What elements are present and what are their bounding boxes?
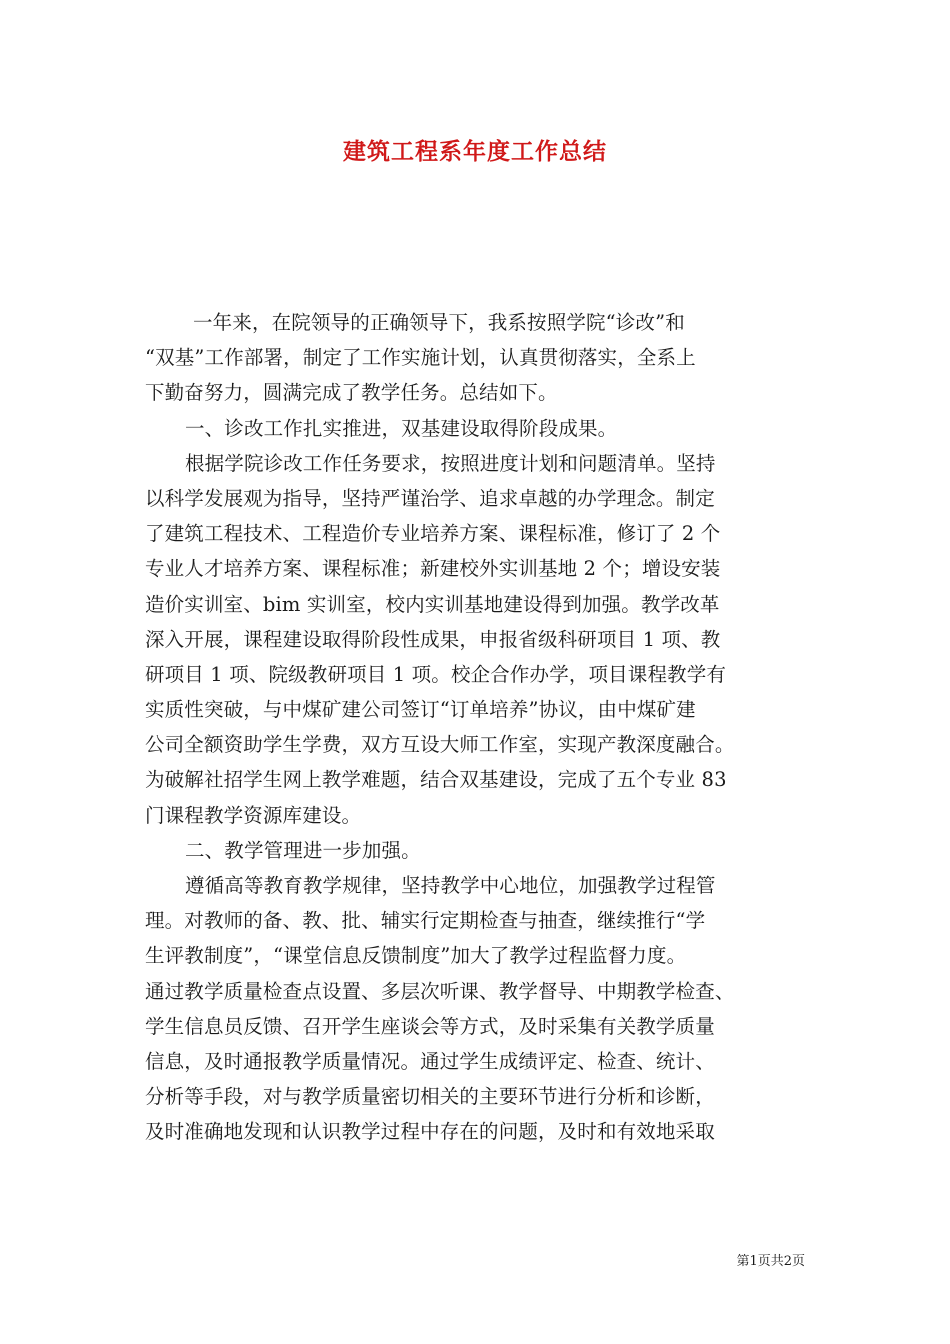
section-heading-2: 二、教学管理进一步加强。 (185, 838, 421, 862)
body-line: 一年来，在院领导的正确领导下，我系按照学院“诊改”和 (193, 311, 685, 334)
body-line: 学生信息员反馈、召开学生座谈会等方式，及时采集有关教学质量 (145, 1014, 715, 1038)
body-line: 信息，及时通报教学质量情况。通过学生成绩评定、检查、统计、 (145, 1049, 715, 1073)
body-line: 下勤奋努力，圆满完成了教学任务。总结如下。 (145, 381, 558, 405)
body-line: 门课程教学资源库建设。 (145, 803, 362, 827)
page-number-label: 第1页共2页 (736, 1254, 805, 1269)
body-line: 公司全额资助学生学费，双方互设大师工作室，实现产教深度融合。 (145, 733, 735, 757)
section-heading-1: 一、诊改工作扎实推进，双基建设取得阶段成果。 (185, 416, 618, 440)
body-line: 造价实训室、bim 实训室，校内实训基地建设得到加强。教学改革 (145, 592, 720, 616)
body-line: 研项目 1 项、院级教研项目 1 项。校企合作办学，项目课程教学有 (145, 662, 727, 686)
body-line: 以科学发展观为指导，坚持严谨治学、追求卓越的办学理念。制定 (145, 486, 715, 510)
document-title: 建筑工程系年度工作总结 (343, 138, 607, 165)
body-line: 专业人才培养方案、课程标准；新建校外实训基地 2 个；增设安装 (145, 557, 721, 581)
body-line: 通过教学质量检查点设置、多层次听课、教学督导、中期教学检查、 (145, 979, 735, 1003)
body-line: 遵循高等教育教学规律，坚持教学中心地位，加强教学过程管 (185, 874, 716, 897)
body-line: 及时准确地发现和认识教学过程中存在的问题，及时和有效地采取 (145, 1120, 715, 1144)
body-line: 了建筑工程技术、工程造价专业培养方案、课程标准，修订了 2 个 (145, 522, 721, 546)
body-line: “双基”工作部署，制定了工作实施计划，认真贯彻落实，全系上 (145, 346, 696, 370)
body-line: 分析等手段，对与教学质量密切相关的主要环节进行分析和诊断， (145, 1085, 715, 1109)
body-line: 生评教制度”，“课堂信息反馈制度”加大了教学过程监督力度。 (145, 944, 687, 968)
document-body (145, 305, 810, 1150)
body-line: 理。对教师的备、教、批、辅实行定期检查与抽查，继续推行“学 (145, 909, 706, 933)
body-line: 为破解社招学生网上教学难题，结合双基建设，完成了五个专业 83 (145, 768, 727, 792)
body-line: 根据学院诊改工作任务要求，按照进度计划和问题清单。坚持 (185, 451, 716, 475)
body-line: 实质性突破，与中煤矿建公司签订“订单培养”协议，由中煤矿建 (145, 698, 696, 722)
page-number (736, 1250, 805, 1269)
body-line: 深入开展，课程建设取得阶段性成果，申报省级科研项目 1 项、教 (145, 627, 721, 651)
